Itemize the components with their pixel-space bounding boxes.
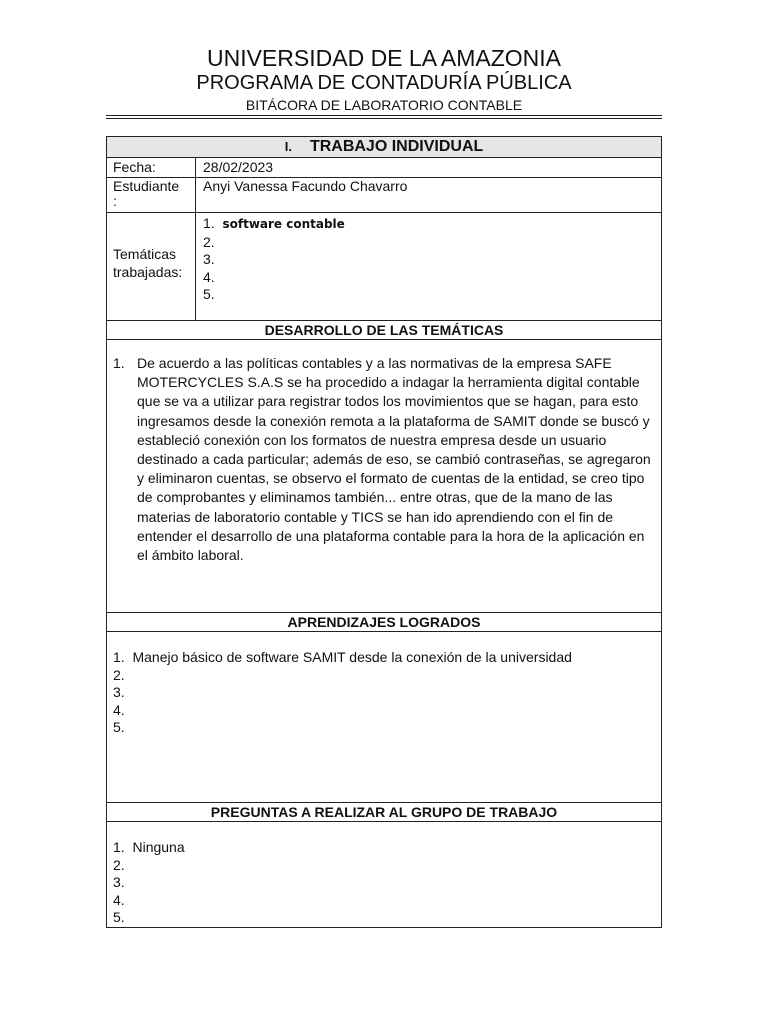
list-item: [113, 909, 185, 927]
list-item: [203, 251, 657, 269]
list-item: [113, 874, 185, 892]
fecha-label: Fecha:: [107, 158, 196, 177]
list-item: [113, 649, 572, 667]
tematicas-list: [203, 215, 657, 304]
tematicas-label-line1: Temáticas: [113, 246, 177, 262]
tematicas-label: [107, 213, 196, 320]
item-num: 1.: [203, 215, 215, 231]
fecha-row: [107, 158, 661, 178]
item-num: 4.: [113, 701, 125, 718]
item-text: Manejo básico de software SAMIT desde la conexión de la universidad: [132, 649, 572, 665]
estudiante-value: Anyi Vanessa Facundo Chavarro: [203, 178, 408, 194]
tematicas-label-line2: trabajadas:: [113, 264, 183, 280]
item-text: software contable: [222, 217, 345, 231]
list-item: [203, 286, 657, 304]
program-title: PROGRAMA DE CONTADURÍA PÚBLICA: [196, 72, 572, 94]
item-num: 2.: [113, 666, 125, 683]
list-item: [113, 892, 185, 910]
preguntas-content: [107, 822, 661, 927]
item-num: 2.: [113, 856, 125, 873]
aprendizajes-content: [107, 632, 661, 803]
item-num: 4.: [203, 268, 215, 285]
list-item: [113, 839, 185, 857]
fecha-value: 28/02/2023: [203, 159, 274, 175]
log-title: BITÁCORA DE LABORATORIO CONTABLE: [245, 97, 523, 113]
university-title: UNIVERSIDAD DE LA AMAZONIA: [206, 45, 562, 71]
list-item: [113, 702, 572, 720]
list-item: [113, 684, 572, 702]
item-num: 4.: [113, 891, 125, 908]
list-item: [203, 234, 657, 252]
list-item: [203, 215, 657, 234]
estudiante-row: [107, 178, 661, 213]
form-table: [106, 136, 662, 928]
list-item: [113, 719, 572, 737]
section-roman: I.: [284, 139, 292, 154]
item-num: 2.: [203, 233, 215, 250]
item-num: 1.: [113, 649, 125, 665]
item-num: 3.: [203, 251, 215, 267]
desarrollo-content: [107, 340, 661, 613]
list-item: [113, 667, 572, 685]
desarrollo-heading: DESARROLLO DE LAS TEMÁTICAS: [107, 321, 661, 340]
item-num: 5.: [113, 909, 125, 925]
item-num: 1.: [113, 839, 125, 855]
item-text: Ninguna: [132, 839, 185, 855]
desarrollo-text: De acuerdo a las políticas contables y a las normativas de la empresa SAFE MOTERCYCLES S.A.S se ha procedido a indagar la herramienta digital contable que se va a utilizar para registrar todos los movimientos que se hagan, para esto ingresamos desde la conexión remota a la plataforma de SAMIT donde se buscó y estableció conexión con los formatos de nuestra empresa desde un usuario destinado a cada particular; además de eso, se cambió contraseñas, se agregaron y eliminaron cuentas, se observo el formato de cuentas de la entidad, se creo tipo de comprobantes y eliminamos también... entre otras, que de la mano de las materias de laboratorio contable y TICS se han ido aprendiendo con el fin de entender el desarrollo de una plataforma contable para la hora de la aplicación en el ámbito laboral.: [137, 355, 651, 564]
preguntas-heading: PREGUNTAS A REALIZAR AL GRUPO DE TRABAJO: [107, 803, 661, 822]
desarrollo-num: 1.: [113, 355, 125, 371]
item-num: 3.: [113, 874, 125, 890]
item-num: 5.: [113, 719, 125, 735]
item-num: 5.: [203, 286, 215, 302]
aprendizajes-heading: APRENDIZAJES LOGRADOS: [107, 613, 661, 632]
section-title: [107, 137, 661, 158]
list-item: [203, 269, 657, 287]
estudiante-label-line2: :: [113, 193, 117, 209]
header-rule-top: [106, 115, 662, 116]
item-num: 3.: [113, 684, 125, 700]
header-rule-bottom: [106, 118, 662, 119]
tematicas-row: [107, 213, 661, 321]
section-label: TRABAJO INDIVIDUAL: [309, 138, 484, 155]
list-item: [113, 857, 185, 875]
estudiante-label: [107, 178, 196, 212]
estudiante-label-line1: Estudiante: [113, 178, 180, 194]
